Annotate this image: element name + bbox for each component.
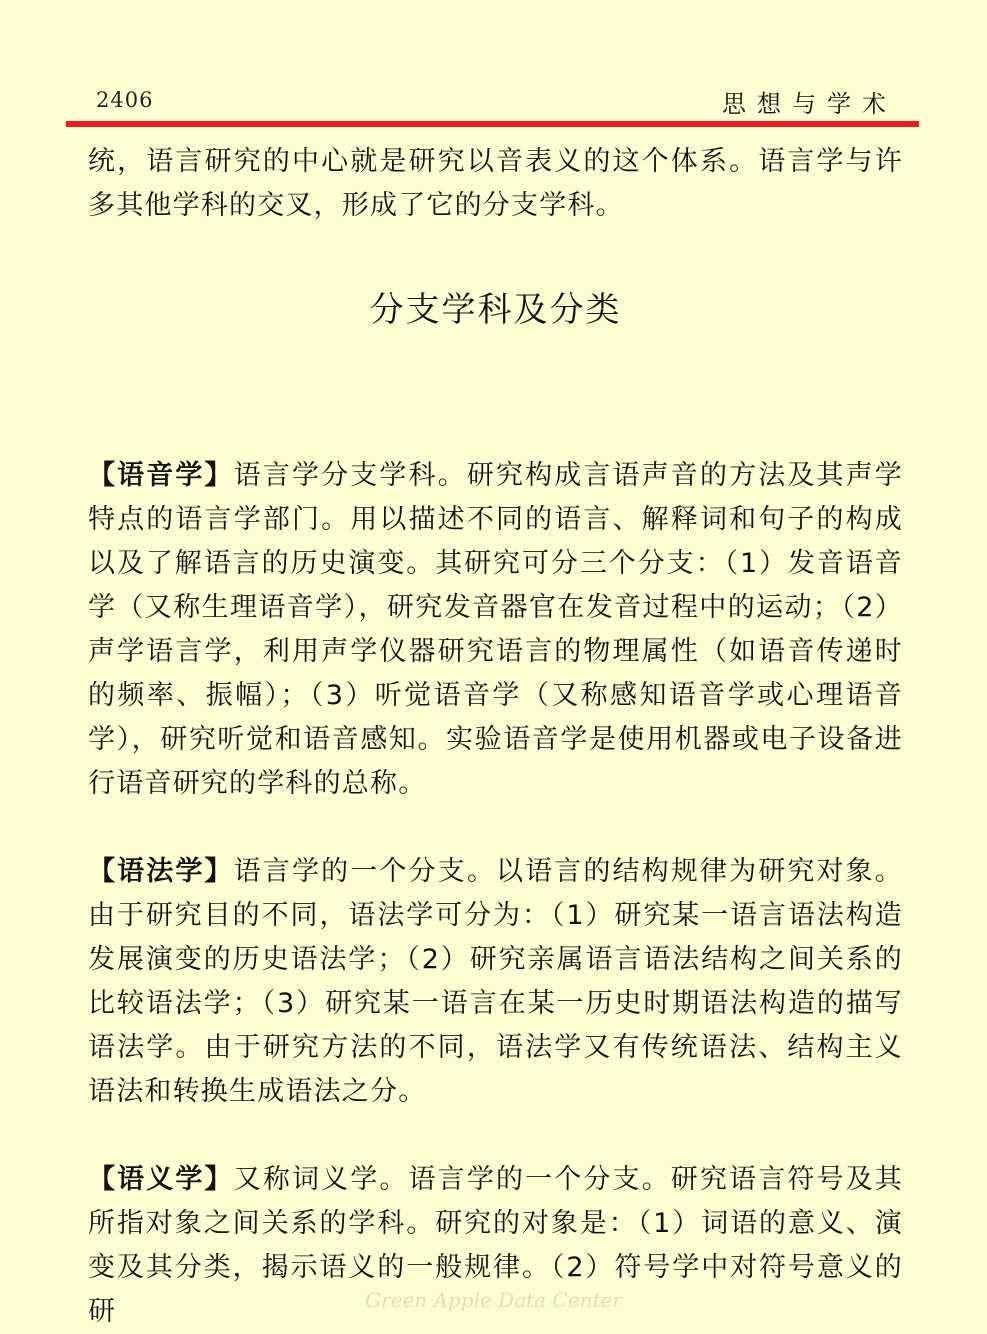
entry-term: 【语音学】	[88, 460, 234, 491]
entry-term: 【语义学】	[88, 1164, 234, 1195]
page-body	[88, 140, 903, 1334]
entry-text: 语言学的一个分支。以语言的结构规律为研究对象。由于研究目的不同，语法学可分为：（1）研究某一语言语法构造发展演变的历史语法学；（2）研究亲属语言语法结构之间关系的比较语法学；（3）研究某一语言在某一历史时期语法构造的描写语法学。由于研究方法的不同，语法学又有传统语法、结构主义语法和转换生成语法之分。	[88, 856, 903, 1107]
entry-text: 语言学分支学科。研究构成言语声音的方法及其声学特点的语言学部门。用以描述不同的语言、解释词和句子的构成以及了解语言的历史演变。其研究可分三个分支：（1）发音语音学（又称生理语音学），研究发音器官在发音过程中的运动；（2）声学语言学，利用声学仪器研究语言的物理属性（如语音传递时的频率、振幅）；（3）听觉语音学（又称感知语音学或心理语音学），研究听觉和语音感知。实验语音学是使用机器或电子设备进行语音研究的学科的总称。	[88, 460, 903, 799]
entry-grammar	[88, 850, 903, 1114]
section-heading: 分支学科及分类	[369, 290, 622, 330]
header-rule	[66, 121, 919, 127]
entry-term: 【语法学】	[88, 856, 234, 887]
watermark: Green Apple Data Center	[365, 1288, 622, 1312]
entry-text: 又称词义学。语言学的一个分支。研究语言符号及其所指对象之间关系的学科。研究的对象是：（1）词语的意义、演变及其分类，揭示语义的一般规律。（2）符号学中对符号意义的研	[88, 1164, 903, 1327]
intro-paragraph: 统，语言研究的中心就是研究以音表义的这个体系。语言学与许多其他学科的交叉，形成了它的分支学科。	[88, 146, 903, 221]
running-title: 思想与学术	[722, 90, 897, 118]
entry-phonetics	[88, 454, 903, 806]
page-number: 2406	[96, 88, 154, 112]
